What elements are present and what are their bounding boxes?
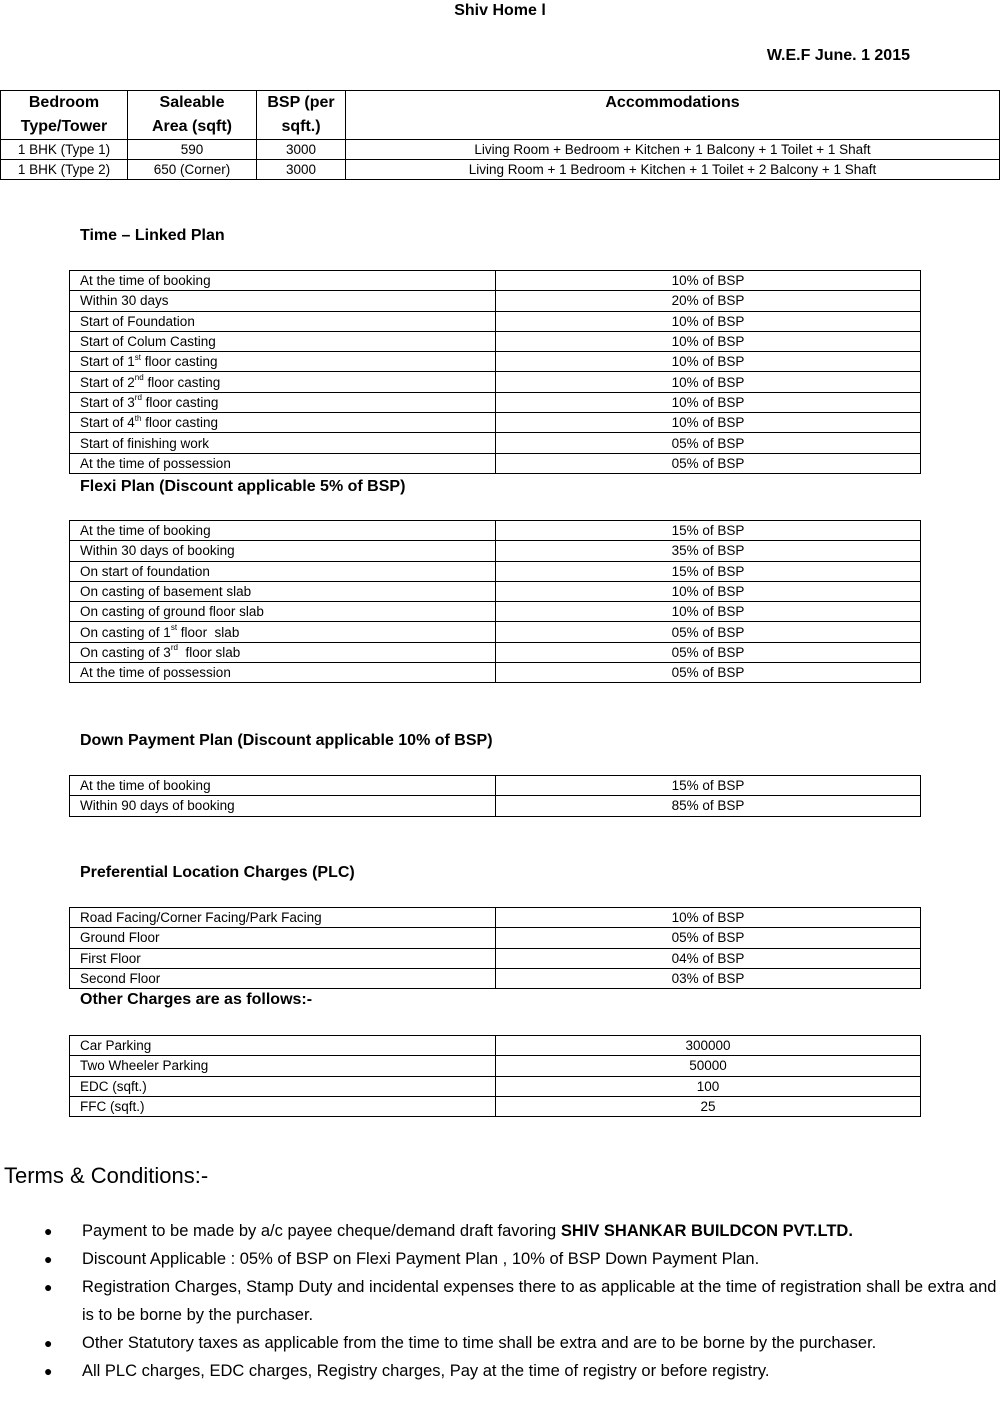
bullet-icon: ● bbox=[44, 1279, 53, 1295]
flexi-heading: Flexi Plan (Discount applicable 5% of BSP) bbox=[80, 478, 406, 495]
document-title: Shiv Home l bbox=[454, 2, 546, 19]
pricing-bsp: 3000 bbox=[257, 160, 346, 180]
bullet-icon: ● bbox=[44, 1223, 53, 1239]
row-label-text: Start of 1 bbox=[80, 354, 135, 370]
row-label bbox=[70, 1036, 496, 1056]
row-label bbox=[70, 291, 496, 311]
row-label bbox=[70, 602, 496, 622]
table-row bbox=[70, 331, 921, 351]
header-saleable-area bbox=[128, 91, 257, 140]
row-value: 10% of BSP bbox=[496, 413, 921, 433]
row-label-suffix: floor casting bbox=[141, 415, 218, 431]
row-label-text: Start of 3 bbox=[80, 394, 135, 410]
terms-item bbox=[44, 1357, 1000, 1385]
row-value: 10% of BSP bbox=[496, 372, 921, 392]
terms-item-text: Payment to be made by a/c payee cheque/demand draft favoring bbox=[82, 1222, 561, 1240]
table-row bbox=[70, 776, 921, 796]
terms-item-text: Other Statutory taxes as applicable from the time to time shall be extra and are to be borne by the purchaser. bbox=[82, 1334, 877, 1352]
table-row bbox=[70, 622, 921, 642]
pricing-header-row bbox=[1, 91, 1000, 140]
row-label-text: At the time of booking bbox=[80, 778, 211, 794]
table-row bbox=[70, 948, 921, 968]
row-label-text: On start of foundation bbox=[80, 563, 210, 579]
row-value: 25 bbox=[496, 1096, 921, 1116]
row-label bbox=[70, 392, 496, 412]
row-label bbox=[70, 968, 496, 988]
table-row bbox=[70, 908, 921, 928]
row-value: 100 bbox=[496, 1076, 921, 1096]
row-label bbox=[70, 352, 496, 372]
row-label bbox=[70, 311, 496, 331]
down-payment-heading: Down Payment Plan (Discount applicable 10% of BSP) bbox=[80, 732, 493, 749]
effective-date: W.E.F June. 1 2015 bbox=[766, 47, 910, 64]
ordinal-suffix: st bbox=[170, 623, 178, 633]
row-label-text: Car Parking bbox=[80, 1038, 152, 1054]
row-value: 10% of BSP bbox=[496, 352, 921, 372]
table-row bbox=[70, 413, 921, 433]
pricing-area: 590 bbox=[128, 140, 257, 160]
row-value: 20% of BSP bbox=[496, 291, 921, 311]
row-label-text: On casting of basement slab bbox=[80, 584, 252, 600]
table-row bbox=[70, 291, 921, 311]
row-label-suffix: floor slab bbox=[177, 644, 241, 660]
row-value: 15% of BSP bbox=[496, 561, 921, 581]
row-value: 10% of BSP bbox=[496, 311, 921, 331]
row-label-text: EDC (sqft.) bbox=[80, 1078, 147, 1094]
row-value: 15% of BSP bbox=[496, 521, 921, 541]
row-label bbox=[70, 1056, 496, 1076]
row-label-suffix: floor casting bbox=[141, 354, 218, 370]
row-value: 03% of BSP bbox=[496, 968, 921, 988]
row-label-suffix: floor casting bbox=[143, 374, 221, 390]
row-label bbox=[70, 433, 496, 453]
table-row bbox=[70, 1076, 921, 1096]
bullet-icon: ● bbox=[44, 1335, 53, 1351]
company-name: SHIV SHANKAR BUILDCON PVT.LTD. bbox=[560, 1222, 853, 1240]
row-label bbox=[70, 908, 496, 928]
bullet-icon: ● bbox=[44, 1363, 53, 1379]
table-row bbox=[70, 453, 921, 473]
row-label-text: Road Facing/Corner Facing/Park Facing bbox=[80, 910, 322, 926]
row-label bbox=[70, 541, 496, 561]
row-label bbox=[70, 521, 496, 541]
terms-item bbox=[44, 1273, 1000, 1329]
header-bedroom-type-line2: Type/Tower bbox=[20, 118, 108, 135]
row-value: 15% of BSP bbox=[496, 776, 921, 796]
pricing-row bbox=[1, 140, 1000, 160]
table-row bbox=[70, 521, 921, 541]
row-label bbox=[70, 331, 496, 351]
time-linked-table bbox=[69, 270, 921, 474]
row-label-text: On casting of ground floor slab bbox=[80, 604, 264, 620]
table-row bbox=[70, 1096, 921, 1116]
row-value: 10% of BSP bbox=[496, 271, 921, 291]
row-label-text: Start of 2 bbox=[80, 374, 135, 390]
terms-item-text: Registration Charges, Stamp Duty and incidental expenses there to as applicable at the time of registration shall be extra and is to be borne by the purchaser. bbox=[82, 1278, 997, 1324]
row-value: 05% of BSP bbox=[496, 433, 921, 453]
ordinal-suffix: th bbox=[134, 413, 142, 423]
table-row bbox=[70, 433, 921, 453]
table-row bbox=[70, 968, 921, 988]
bullet-icon: ● bbox=[44, 1251, 53, 1267]
row-label-text: Within 30 days of booking bbox=[80, 543, 235, 559]
table-row bbox=[70, 663, 921, 683]
row-label-text: First Floor bbox=[80, 950, 141, 966]
down-payment-table bbox=[69, 775, 921, 817]
row-label-text: Two Wheeler Parking bbox=[80, 1058, 209, 1074]
terms-heading: Terms & Conditions:- bbox=[4, 1163, 209, 1188]
header-saleable-area-line2: Area (sqft) bbox=[151, 118, 232, 135]
row-value: 300000 bbox=[496, 1036, 921, 1056]
row-label-text: At the time of booking bbox=[80, 273, 211, 289]
terms-item bbox=[44, 1245, 1000, 1273]
row-value: 05% of BSP bbox=[496, 642, 921, 662]
table-row bbox=[70, 271, 921, 291]
terms-item-text: All PLC charges, EDC charges, Registry charges, Pay at the time of registry or before registry. bbox=[82, 1362, 770, 1380]
table-row bbox=[70, 561, 921, 581]
ordinal-suffix: st bbox=[134, 352, 142, 362]
row-value: 05% of BSP bbox=[496, 622, 921, 642]
pricing-accommodation: Living Room + Bedroom + Kitchen + 1 Balcony + 1 Toilet + 1 Shaft bbox=[346, 140, 1000, 160]
header-accommodations bbox=[346, 91, 1000, 140]
pricing-table bbox=[0, 90, 1000, 180]
row-label bbox=[70, 372, 496, 392]
header-bsp-line2: sqft.) bbox=[281, 118, 321, 135]
header-bedroom-type-line1: Bedroom bbox=[28, 94, 100, 111]
row-label-text: At the time of possession bbox=[80, 665, 231, 681]
plc-heading: Preferential Location Charges (PLC) bbox=[80, 864, 355, 881]
table-row bbox=[70, 1056, 921, 1076]
row-label bbox=[70, 663, 496, 683]
row-value: 10% of BSP bbox=[496, 331, 921, 351]
row-label bbox=[70, 1076, 496, 1096]
row-label bbox=[70, 581, 496, 601]
row-label-text: Second Floor bbox=[80, 971, 161, 987]
row-value: 05% of BSP bbox=[496, 663, 921, 683]
row-label-text: At the time of booking bbox=[80, 523, 211, 539]
row-label-text: On casting of 3 bbox=[80, 644, 171, 660]
table-row bbox=[70, 541, 921, 561]
row-label bbox=[70, 948, 496, 968]
row-value: 04% of BSP bbox=[496, 948, 921, 968]
row-label bbox=[70, 561, 496, 581]
row-label-text: FFC (sqft.) bbox=[80, 1099, 145, 1115]
header-bsp bbox=[257, 91, 346, 140]
header-bsp-line1: BSP (per bbox=[267, 94, 335, 111]
row-label bbox=[70, 413, 496, 433]
pricing-type: 1 BHK (Type 1) bbox=[1, 140, 128, 160]
row-label-text: Start of finishing work bbox=[80, 435, 210, 451]
table-row bbox=[70, 602, 921, 622]
terms-list bbox=[44, 1217, 1000, 1385]
pricing-bsp: 3000 bbox=[257, 140, 346, 160]
table-row bbox=[70, 1036, 921, 1056]
row-label-text: Ground Floor bbox=[80, 930, 160, 946]
row-value: 50000 bbox=[496, 1056, 921, 1076]
terms-item bbox=[44, 1217, 1000, 1245]
ordinal-suffix: nd bbox=[134, 373, 144, 383]
other-charges-heading: Other Charges are as follows:- bbox=[80, 991, 313, 1008]
row-value: 35% of BSP bbox=[496, 541, 921, 561]
pricing-area: 650 (Corner) bbox=[128, 160, 257, 180]
table-row bbox=[70, 311, 921, 331]
table-row bbox=[70, 372, 921, 392]
row-value: 05% of BSP bbox=[496, 453, 921, 473]
ordinal-suffix: rd bbox=[134, 393, 142, 403]
row-label-text: At the time of possession bbox=[80, 455, 231, 471]
row-value: 10% of BSP bbox=[496, 908, 921, 928]
row-value: 10% of BSP bbox=[496, 581, 921, 601]
row-label-suffix: floor casting bbox=[141, 394, 219, 410]
row-label-text: Within 90 days of booking bbox=[80, 798, 235, 814]
row-label bbox=[70, 271, 496, 291]
table-row bbox=[70, 642, 921, 662]
table-row bbox=[70, 928, 921, 948]
plc-table bbox=[69, 907, 921, 989]
table-row bbox=[70, 392, 921, 412]
row-label-text: Start of 4 bbox=[80, 415, 135, 431]
other-charges-table bbox=[69, 1035, 921, 1117]
row-label bbox=[70, 1096, 496, 1116]
pricing-type: 1 BHK (Type 2) bbox=[1, 160, 128, 180]
row-label-text: Start of Colum Casting bbox=[80, 334, 216, 350]
row-label bbox=[70, 776, 496, 796]
table-row bbox=[70, 352, 921, 372]
terms-item bbox=[44, 1329, 1000, 1357]
pricing-accommodation: Living Room + 1 Bedroom + Kitchen + 1 Toilet + 2 Balcony + 1 Shaft bbox=[346, 160, 1000, 180]
row-label bbox=[70, 796, 496, 816]
row-label bbox=[70, 928, 496, 948]
row-label-suffix: floor slab bbox=[177, 624, 240, 640]
row-label-text: On casting of 1 bbox=[80, 624, 171, 640]
pricing-row bbox=[1, 160, 1000, 180]
row-label bbox=[70, 622, 496, 642]
row-label bbox=[70, 642, 496, 662]
row-value: 85% of BSP bbox=[496, 796, 921, 816]
row-value: 10% of BSP bbox=[496, 392, 921, 412]
header-saleable-area-line1: Saleable bbox=[159, 94, 225, 111]
terms-item-text: Discount Applicable : 05% of BSP on Flexi Payment Plan , 10% of BSP Down Payment Plan. bbox=[82, 1250, 760, 1268]
flexi-table bbox=[69, 520, 921, 683]
row-value: 05% of BSP bbox=[496, 928, 921, 948]
header-accommodations-label: Accommodations bbox=[605, 94, 740, 111]
row-label-text: Start of Foundation bbox=[80, 313, 195, 329]
ordinal-suffix: rd bbox=[170, 643, 178, 653]
table-row bbox=[70, 581, 921, 601]
row-label bbox=[70, 453, 496, 473]
table-row bbox=[70, 796, 921, 816]
row-value: 10% of BSP bbox=[496, 602, 921, 622]
header-bedroom-type bbox=[1, 91, 128, 140]
row-label-text: Within 30 days bbox=[80, 293, 169, 309]
time-linked-heading: Time – Linked Plan bbox=[80, 227, 225, 244]
